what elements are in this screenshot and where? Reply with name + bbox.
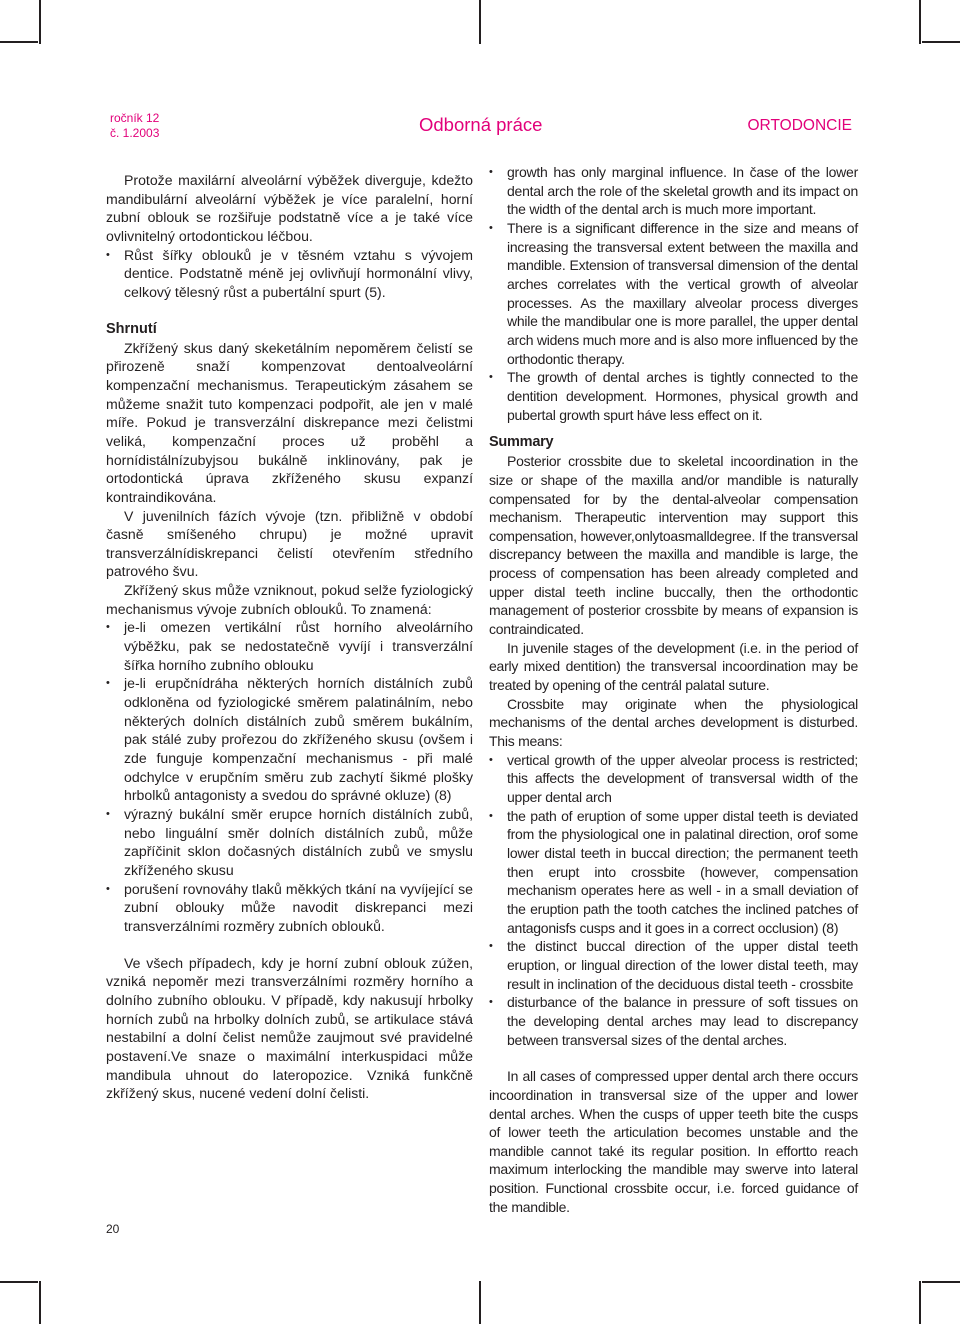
summary-paragraph: V juvenilních fázích vývoje (tzn. přibližně v období časně smíšeného chrupu) je možné upravit transverzálnídiskrepanci čelistí otevřením středního patrového švu. xyxy=(106,507,473,580)
closing-paragraph: In all cases of compressed upper dental arch there occurs incoordination in transversal size of the upper and lower dental arches. When the cusps of upper teeth bite the cusps of lower teeth the articulation becomes unstable and the mandible cannot také its regular position. In effortto reach maximum interlocking the mandible may swerve into lateral position. Functional crossbite occur, i.e. forced guidance of the mandible. xyxy=(489,1068,858,1215)
crop-mark-bottom-left-v xyxy=(39,1281,41,1324)
crop-mark-top-left-h xyxy=(0,41,38,43)
list-item: • porušení rovnováhy tlaků měkkých tkání na vyvíjející se zubní oblouky může navodit diskrepanci mezi transverzálními rozměry zubních oblouků. xyxy=(106,880,473,936)
list-item: • disturbance of the balance in pressure of soft tissues on the developing dental arches may lead to discrepancy between transversal sizes of the dental arches. xyxy=(489,993,858,1049)
left-column-czech xyxy=(106,171,473,1103)
summary-paragraph: Posterior crossbite due to skeletal incoordination in the size or shape of the maxilla and/or mandible is naturally compensated for by the dental-alveolar compensation mechanism. Therapeutic intervention may support this compensation, however,onlytoasmalldegree. If the transversal discrepancy between the maxilla and mandible is large, the process of compensation has been already completed and upper distal teeth incline buccally, then the orthodontic management of posterior crossbite by means of expansion is contraindicated. xyxy=(489,453,858,638)
summary-paragraph: In juvenile stages of the development (i.e. in the period of early mixed dentition) the transversal incoordination may be treated by opening of the centrál palatal suture. xyxy=(489,639,858,694)
crop-mark-bottom-left-h xyxy=(0,1281,38,1283)
list-item: • the distinct buccal direction of the upper distal teeth eruption, or lingual direction of the lower distal teeth, may result in inclination of the deciduous distal teeth - crossbite xyxy=(489,937,858,993)
summary-paragraph: Crossbite may originate when the physiological mechanisms of the dental arches development is disturbed. This means: xyxy=(489,695,858,750)
closing-paragraph: Ve všech případech, kdy je horní zubní oblouk zúžen, vzniká nepoměr mezi transverzálními rozměry horního a dolního zubního oblouku. V případě, kdy nakusují hrbolky horních zubů na hrbolky dolních zubů, se artikulace stává nestabilní a dolní čelist nemůže zaujmout své pravidelné postavení.Ve snaze o maximální interkuspidaci může mandibula uhnout do lateropozice. Vzniká funkčně zkřížený skus, nucené vedení dolní čelisti. xyxy=(106,954,473,1102)
list-item: • výrazný bukální směr erupce horních distálních zubů, nebo linguální směr dolních distálních zubů, může zapříčinit sklon dočasných distálních zubů ve smyslu zkříženého skusu xyxy=(106,805,473,880)
summary-paragraph: Zkřížený skus může vzniknout, pokud selže fyziologický mechanismus vývoje zubních oblouků. To znamená: xyxy=(106,582,473,617)
crop-mark-bottom-right-h xyxy=(922,1281,960,1283)
page-number: 20 xyxy=(106,1222,120,1236)
summary-paragraph: Zkřížený skus daný skeketálním nepoměrem čelistí se přirozeně snaží kompenzovat dentoalveolární kompenzační mechanismus. Terapeutickým zásahem se můžeme snažit tuto kompenzaci podpořit, ale jen v malé míře. Pokud je transverzální diskrepance mezi čelistmi veliká, kompenzační proces už proběhl a hornídistálnízubyjsou bukálně inklinovány, pak je ortodontická úprava zkříženého skusu expanzí kontraindikována. xyxy=(106,339,473,505)
list-item: • vertical growth of the upper alveolar process is restricted; this affects the development of transversal width of the upper dental arch xyxy=(489,751,858,807)
list-item: • The growth of dental arches is tightly connected to the dentition development. Hormones, physical growth and pubertal growth spurt háve less effect on it. xyxy=(489,368,858,424)
intro-paragraph: Protože maxilární alveolární výběžek diverguje, kdežto mandibulární alveolární výběžek je více paralelní, horní zubní oblouk se rozšiřuje podstatně více a je také více ovlivnitelný ortodontickou léčbou. xyxy=(106,172,473,244)
list-item: • There is a significant difference in the size and means of increasing the transversal extent between the maxilla and mandible. Extension of transversal dimension of the dental arches correlates with the vertical growth of alveolar processes. As the maxillary alveolar process diverges while the mandibular one is more parallel, the upper dental arch widens much more and is also more influenced by the orthodontic therapy. xyxy=(489,219,858,368)
section-title: Odborná práce xyxy=(419,114,543,135)
list-item: • Růst šířky oblouků je v těsném vztahu s vývojem dentice. Podstatně méně jej ovlivňují hormonální vlivy, celkový tělesný růst a pubertální spurt (5). xyxy=(106,246,473,302)
top-bullet-list xyxy=(489,163,858,424)
crop-mark-top-left-v xyxy=(39,0,41,44)
issue-info xyxy=(110,111,159,141)
issue-label: č. 1.2003 xyxy=(110,126,160,140)
crop-mark-bottom-center xyxy=(479,1281,481,1324)
list-item: • growth has only marginal influence. In čase of the lower dental arch the role of the skeletal growth and its impact on the width of the dental arch is much more important. xyxy=(489,163,858,219)
bullet-list xyxy=(489,751,858,1050)
crop-mark-top-center xyxy=(479,0,481,44)
intro-bullet-list xyxy=(106,246,473,302)
list-item: • je-li omezen vertikální růst horního alveolárního výběžku, pak se nedostatečně vyvíjí i transverzální šířka horního zubního oblouku xyxy=(106,618,473,674)
topic-label: ORTODONCIE xyxy=(747,117,852,134)
crop-mark-bottom-right-v xyxy=(919,1281,921,1324)
summary-heading: Shrnutí xyxy=(106,320,157,337)
right-column-english xyxy=(489,163,858,1216)
list-item: • the path of eruption of some upper distal teeth is deviated from the physiological one in palatinal direction, orof some lower distal teeth in buccal direction; the permanent teeth then erupt into crossbite (however, compensation mechanism operates here as well - in a small deviation of the eruption path the tooth catches the inclined patches of antagonisfs cusps and it goes in a correct occlusion) (8) xyxy=(489,807,858,938)
crop-mark-top-right-h xyxy=(922,41,960,43)
volume-label: ročník 12 xyxy=(110,111,160,125)
list-item: • je-li erupčnídráha některých horních distálních zubů odkloněna od fyziologické směrem palatinálním, nebo některých dolních distálních zubů směrem bukálním, pak stálé zuby prořezou do zkříženého skusu (ovšem i zde funguje kompenzační mechanismus - při malé odchylce v erupčním směru zub zachytí šikmé plošky hrbolků antagonisty a svedou do správné okluze) (8) xyxy=(106,674,473,805)
summary-heading: Summary xyxy=(489,434,554,451)
bullet-list xyxy=(106,618,473,935)
crop-mark-top-right-v xyxy=(919,0,921,44)
